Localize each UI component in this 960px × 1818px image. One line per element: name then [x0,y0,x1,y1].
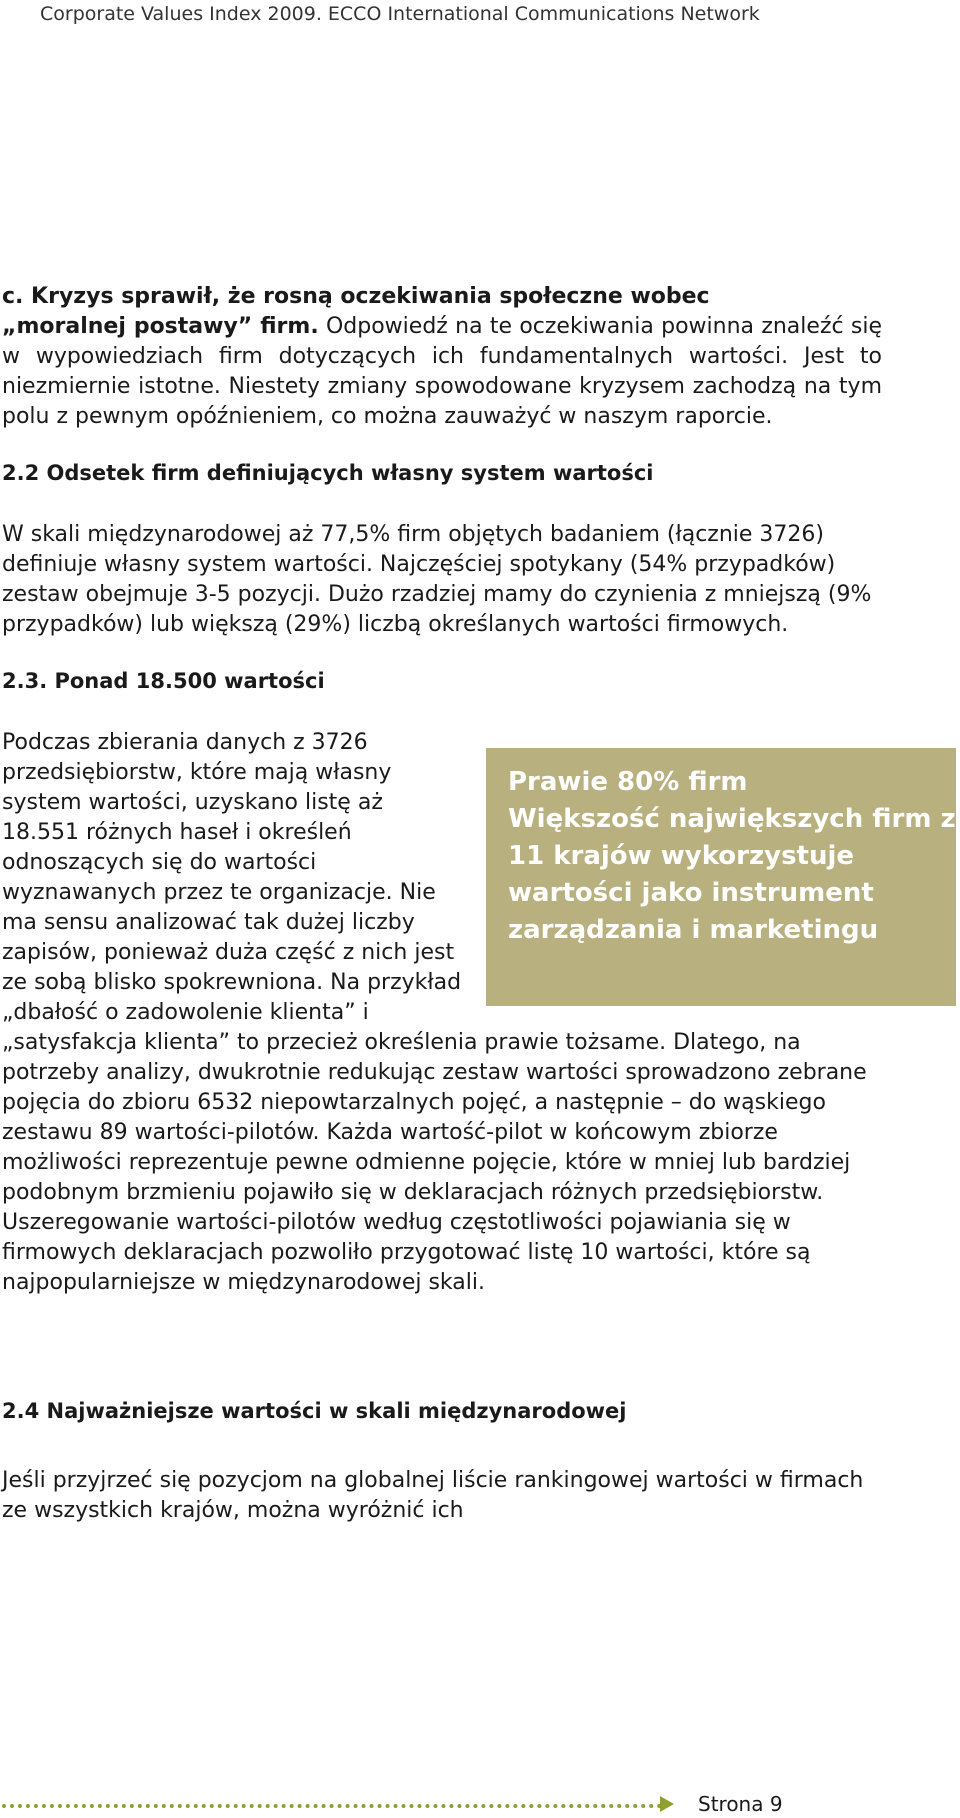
paragraph-2-2: W skali międzynarodowej aż 77,5% firm objętych badaniem (łącznie 3726) definiuje własny system wartości. Najczęściej spotykany (54% przypadków) zestaw obejmuje 3-5 pozycji. Dużo rzadziej mamy do czynienia z mniejszą (9% przypadków) lub większą (29%) liczbą określanych wartości firmowych. [2,522,872,637]
page-number: Strona 9 [698,1792,783,1816]
paragraph-2-4: Jeśli przyjrzeć się pozycjom na globalnej liście rankingowej wartości w firmach ze wszystkich krajów, można wyróżnić ich [2,1468,864,1523]
arrow-right-icon [660,1796,674,1812]
crisis-lead-a: c. Kryzys sprawił, że rosną oczekiwania społeczne wobec [2,284,710,309]
heading-2-3: 2.3. Ponad 18.500 wartości [2,669,325,693]
heading-2-2: 2.2 Odsetek firm definiujących własny system wartości [2,461,654,485]
callout-title: Prawie 80% firm [508,767,748,797]
page-content [2,282,956,1526]
footer-dotted-rule [2,1804,662,1808]
paragraph-2-3: Podczas zbierania danych z 3726 przedsiębiorstw, które mają własny system wartości, uzyskano listę aż 18.551 różnych haseł i określeń odnoszących się do wartości wyznawanych przez te organizacje. Nie ma sensu analizować tak dużej liczby zapisów, ponieważ duża część z nich jest ze sobą blisko spokrewniona. Na przykład „dbałość o zadowolenie klienta” i „satysfakcja klienta” to przecież określenia prawie tożsame. Dlatego, na potrzeby analizy, dwukrotnie redukując zestaw wartości sprowadzono zebrane pojęcia do zbioru 6532 niepowtarzalnych pojęć, a następnie – do wąskiego zestawu 89 wartości-pilotów. Każda wartość-pilot w końcowym zbiorze możliwości reprezentuje pewne odmienne pojęcie, które w mniej lub bardziej podobnym brzmieniu pojawiło się w deklaracjach różnych przedsiębiorstw. Uszeregowanie wartości-pilotów według częstotliwości pojawiania się w firmowych deklaracjach pozwoliło przygotować listę 10 wartości, które są najpopularniejsze w międzynarodowej skali. [2,730,867,1295]
heading-2-4: 2.4 Najważniejsze wartości w skali międzynarodowej [2,1399,627,1423]
crisis-lead-b: „moralnej postawy” firm. [2,314,319,339]
crisis-text: Odpowiedź na te oczekiwania powinna znaleźć się w wypowiedziach firm dotyczących ich fundamentalnych wartości. Jest to niezmiernie istotne. Niestety zmiany spowodowane kryzysem zachodzą na tym polu z pewnym opóźnieniem, co można zauważyć w naszym raporcie. [2,314,882,429]
running-header: Corporate Values Index 2009. ECCO International Communications Network [40,3,760,25]
page-footer [0,1790,960,1818]
callout-body: Większość największych firm z 11 krajów wykorzystuje wartości jako instrument zarządzania i marketingu [508,804,956,945]
callout-box [486,748,956,1006]
paragraph-crisis [2,282,882,432]
